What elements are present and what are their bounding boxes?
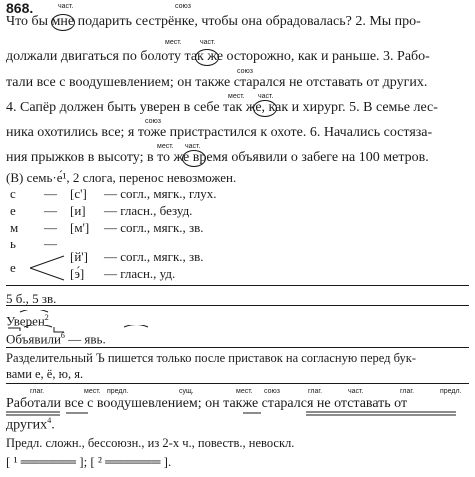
- analysis-dash: —: [44, 203, 57, 218]
- sentence-scheme: [ ¹ ══════ ]; [ ² ══════ ].: [6, 454, 172, 469]
- analysis-desc: — согл., мягк., глух.: [104, 186, 217, 201]
- analysis-dash: —: [44, 186, 57, 201]
- tag-mest: мест.: [228, 93, 245, 100]
- paragraph-line-4: 4. Сапёр должен быть уверен в себе так же, как и хирург. 5. В семье лес-: [6, 100, 438, 115]
- paragraph-line-2: должали двигаться по болоту так же осторожно, как и раньше. 3. Рабо-: [6, 49, 430, 64]
- paragraph-line-5: ника охотились все; я тоже пристрастился к охоте. 6. Начались состяза-: [6, 125, 433, 140]
- analysis-desc: — согл., мягк., зв.: [104, 220, 204, 235]
- branch-brace: [28, 251, 68, 285]
- analysis-dash: —: [44, 220, 57, 235]
- tag-pos: предл.: [440, 388, 462, 395]
- tag-pos: глаг.: [400, 388, 415, 395]
- exercise-number: 868.: [6, 0, 34, 16]
- paragraph-line-3: тали все с воодушевлением; он также старался не отставать от других.: [6, 75, 428, 90]
- tag-mest: мест.: [157, 143, 174, 150]
- tag-chast: част.: [200, 39, 216, 46]
- tag-pos: мест.: [236, 388, 253, 395]
- tag-pos: част.: [348, 388, 364, 395]
- tag-mest: мест.: [165, 39, 182, 46]
- tag-pos: сущ.: [179, 388, 194, 395]
- analysis-sound: [э́]: [70, 266, 85, 281]
- analysis-summary: 5 б., 5 зв.: [6, 291, 57, 306]
- sentence-line-1: Работали все с воодушевлением; он также старался не отставать от: [6, 396, 408, 411]
- analysis-letter: е: [10, 260, 16, 275]
- tag-pos: мест.: [84, 388, 101, 395]
- analysis-sound: [с']: [70, 186, 87, 201]
- tag-pos: союз: [264, 388, 280, 395]
- analysis-letter: с: [10, 186, 16, 201]
- analysis-desc: — гласн., безуд.: [104, 203, 193, 218]
- tag-chast: част.: [258, 93, 274, 100]
- tag-soyuz: союз: [145, 118, 161, 125]
- paragraph-line-1: Что бы мне подарить сестрёнке, чтобы она обрадовалась? 2. Мы про-: [6, 14, 421, 29]
- tag-pos: глаг.: [308, 388, 323, 395]
- tag-soyuz: союз: [175, 3, 191, 10]
- tag-chast: част.: [185, 143, 201, 150]
- divider: [6, 285, 469, 286]
- analysis-desc: — гласн., уд.: [104, 266, 176, 281]
- tag-soyuz: союз: [237, 68, 253, 75]
- tag-chast: част.: [58, 3, 74, 10]
- rule-line-2: вами е, ё, ю, я.: [6, 367, 84, 381]
- sentence-description: Предл. сложн., бессоюзн., из 2-х ч., повеств., невоскл.: [6, 436, 295, 450]
- sentence-underlines: [6, 410, 471, 418]
- divider: [6, 383, 469, 384]
- morpheme-word1: Уверен$^2$: [6, 313, 49, 329]
- rule-line-1: Разделительный Ъ пишется только после приставок на согласную перед бук-: [6, 351, 417, 365]
- analysis-letter: ь: [10, 236, 16, 251]
- analysis-letter: м: [10, 220, 19, 235]
- analysis-sound: [и]: [70, 203, 86, 218]
- tag-pos: глаг.: [30, 388, 45, 395]
- analysis-header: (В) семь·е́¹, 2 слога, перенос невозможен.: [6, 170, 237, 185]
- analysis-letter: е: [10, 203, 16, 218]
- sentence-line-2: других$^4$.: [6, 416, 55, 433]
- divider: [6, 347, 469, 348]
- morpheme-word2: Объявили$^6$ — явь.: [6, 331, 106, 347]
- paragraph-line-6: ния прыжков в высоту; в то же время объявили о забеге на 100 метров.: [6, 150, 429, 165]
- analysis-dash: —: [44, 236, 57, 251]
- tag-pos: предл.: [107, 388, 129, 395]
- analysis-sound: [м']: [70, 220, 90, 235]
- analysis-desc: — согл., мягк., зв.: [104, 249, 204, 264]
- analysis-sound: [й']: [70, 249, 88, 264]
- divider: [6, 305, 469, 306]
